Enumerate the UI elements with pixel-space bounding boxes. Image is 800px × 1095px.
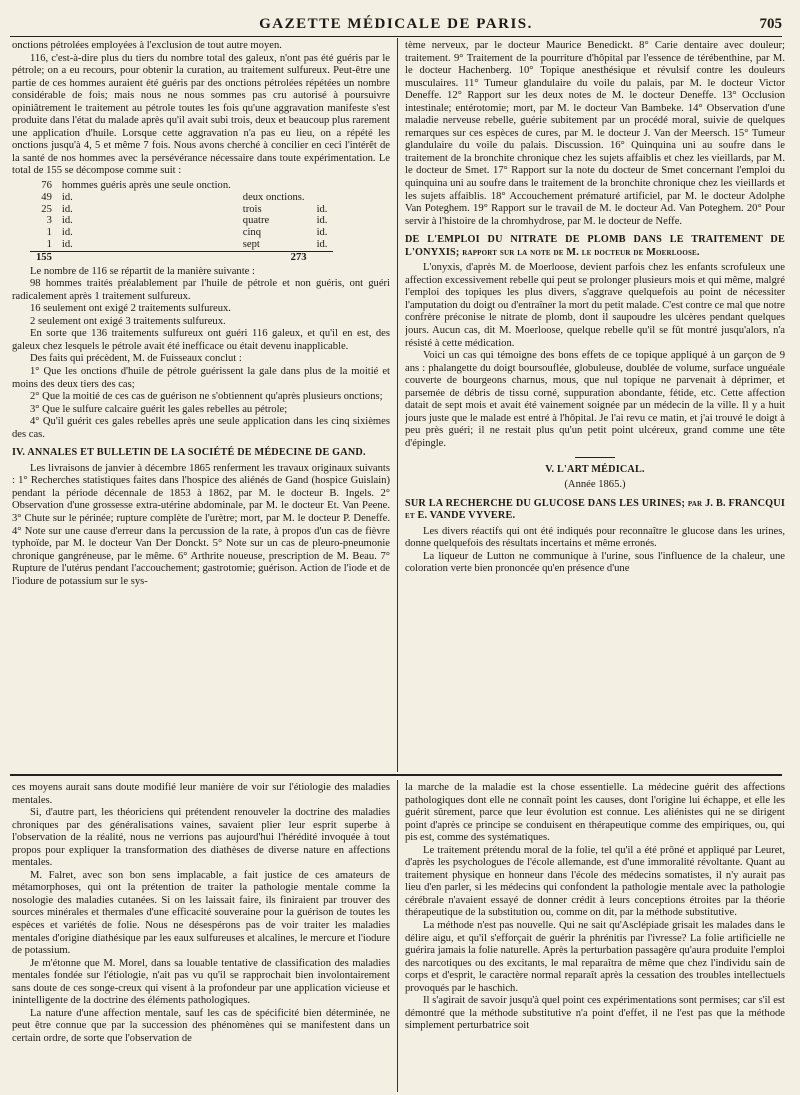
results-table xyxy=(30,180,333,264)
column-divider-top xyxy=(397,38,398,772)
paragraph: En sorte que 136 traitements sulfureux ont guéri 116 galeux, et qu'il en est, des galeux chez lesquels le pétrole avait été inefficace ou était devenu inapplicable. xyxy=(12,328,390,352)
section-divider xyxy=(10,774,782,776)
paragraph: tème nerveux, par le docteur Maurice Benedickt. 8° Carie dentaire avec douleur; traitement. 9° Traitement de la pourriture d'hôpital par l'essence de térébenthine, par M. le docteur Hachenberg. 10° Topique anesthésique et révulsif contre les douleurs musculaires. 11° Tumeur glandulaire du voile du palais, par M. le docteur Victor Deneffe. 12° Rapport sur les deux notes de M. le docteur Deneffe. 13° Occlusion intestinale; entérotomie; mort, par M. le docteur Van Bambeke. 14° Observation d'une maladie nerveuse rebelle, guérie subitement par un procédé moral, suivie de quelques remarques sur ces espèces de cures, par M. le docteur J. Van der Meersch. 15° Tumeur glandulaire du voile du palais. Discussion. 16° Quinquina uni au soufre dans le traitement de la bronchite chronique chez les sujets affaiblis et chez les vieillards, par M. le docteur de Smet. 17° Rapport sur la note du docteur de Smet concernant l'emploi du quinquina uni au soufre dans le traitement de la bronchite chronique chez les vieillards et les sujets affaiblis. 18° Accouchement prématuré artificiel, par M. le docteur Adolphe Van Poteghem. 19° Rapport sur le travail de M. le docteur Ad. Van Poteghem. 20° Pour servir à l'histoire de la chromhydrose, par M. le docteur de Neffe. xyxy=(405,40,785,227)
paragraph: 1° Que les onctions d'huile de pétrole guérissent la gale dans plus de la moitié et moins des deux tiers des cas; xyxy=(12,365,390,390)
paragraph: Je m'étonne que M. Morel, dans sa louable tentative de classification des maladies mentales fondée sur l'étiologie, n'ait pas vu qu'il se rapprochait bien involontairement sans doute de ces songe-creux qui visent à la profondeur par une application vicieuse et inintelligente de la doctrine des éléments pathologiques. xyxy=(12,957,390,1007)
paragraph: onctions pétrolées employées à l'exclusion de tout autre moyen. xyxy=(12,40,282,51)
paragraph: La liqueur de Lutton ne communique à l'urine, sous l'influence de la chaleur, une coloration verte bien prononcée qu'en présence d'une xyxy=(405,550,785,575)
table-row xyxy=(30,192,333,204)
label-cell: hommes guéris après une seule onction. xyxy=(61,180,231,192)
count-cell: 1 xyxy=(46,239,52,250)
table-row xyxy=(30,239,333,251)
column-bottom-right xyxy=(405,782,785,1090)
id-cell: id. xyxy=(316,227,328,239)
paragraph: 2° Que la moitié de ces cas de guérison ne s'obtiennent qu'après plusieurs onctions; xyxy=(30,391,383,403)
count-cell: 3 xyxy=(46,215,52,227)
id-cell: id. xyxy=(316,215,328,227)
paragraph: 3° Que le sulfure calcaire guérit les gales rebelles au pétrole; xyxy=(30,403,288,415)
count-cell: 49 xyxy=(41,191,52,203)
table-total-row xyxy=(30,251,333,263)
label-cell: id. xyxy=(61,227,73,239)
label-cell: id. xyxy=(61,203,73,215)
paragraph: La nature d'une affection mentale, sauf les cas de spécificité bien déterminée, ne peut être connue que par la succession des phénomènes qui se manifestent dans un certain ordre, de sorte que l'observation de xyxy=(12,1007,390,1044)
column-top-right xyxy=(405,40,785,768)
id-cell xyxy=(311,180,334,192)
label-cell: id. xyxy=(61,191,73,203)
paragraph: L'onyxis, d'après M. de Moerloose, devient parfois chez les enfants scrofuleux une affection excessivement rebelle qui peut se prolonger plusieurs mois et qui même, malgré l'emploi des topiques les plus divers, s'aggrave quelquefois au point de nécessiter l'amputation du doigt ou d'entraîner la mort du petit malade. C'est contre ce mal que notre confrère préconise le nitrate de plomb, dont il saupoudre les ulcères pendant quelques jours. Aucun cas, dit M. Moerloose, quelque rebelle qu'il se fût montré jusqu'alors, n'a résisté à cette médication. xyxy=(405,262,785,349)
table-row xyxy=(30,180,333,192)
column-top-left xyxy=(12,40,390,768)
label-cell: id. xyxy=(61,215,73,227)
paragraph: 4° Qu'il guérit ces gales rebelles après une seule application dans les cinq sixièmes des cas. xyxy=(12,416,390,440)
id-cell xyxy=(311,192,334,204)
id-cell: id. xyxy=(316,203,328,215)
journal-title: GAZETTE MÉDICALE DE PARIS. xyxy=(259,16,533,32)
label-cell: id. xyxy=(61,239,73,250)
paragraph: La méthode n'est pas nouvelle. Qui ne sait qu'Asclépiade grisait les malades dans le délire aigu, et qu'il s'efforçait de guérir la phrénitis par l'ivresse? La folie artificielle ne guérira jamais la folie naturelle. Après la perturbation passagère qu'aura produite l'emploi des narcotiques ou des excitants, le mal reparaîtra de même que chez l'individu sain de corps et d'esprit, le caractère normal reparaît après la cessation des troubles intellectuels provoqués par le haschich. xyxy=(405,920,785,994)
section-heading: V. L'ART MÉDICAL. xyxy=(545,463,645,475)
section-subheading: (Année 1865.) xyxy=(564,479,626,491)
paragraph: Voici un cas qui témoigne des bons effets de ce topique appliqué à un garçon de 9 ans : phalangette du doigt boursouflée, globuleuse, doublée de volume, surface unguéale couverte de bourgeons charnus, mous, que nul topique ne parvenait à déprimer, et parsemée de débris de tissu corné, suppuration abondante, fétide, etc. Cette affection datait de sept mois et avait été vainement soignée par un médecin de la ville. Il y a huit jours juste que le malade est entré à l'hôpital. Je l'ai revu ce matin, et j'ai trouvé le doigt à peu près guéri; il ne restait plus qu'un petit point ulcéreux, grand comme une tête d'épingle. xyxy=(405,350,785,449)
count-cell: 25 xyxy=(41,203,52,215)
paragraph: ces moyens aurait sans doute modifié leur manière de voir sur l'étiologie des maladies mentales. xyxy=(12,782,390,806)
paragraph: 116, c'est-à-dire plus du tiers du nombre total des galeux, n'ont pas été guéris par le pétrole; on a eu recours, pour obtenir la curation, au traitement sulfureux. Peut-être une partie de ces hommes auraient été guéris par des onctions pétrolées répétées un nombre considérable de fois; mais nous ne nous sommes pas cru autorisé à poursuivre opiniâtrement le traitement au pétrole toutes les fois qu'une aggravation manifeste s'est produite dans l'état du malade après qu'il avait subi trois, deux et beaucoup plus rarement une application d'huile. Lorsque cette aggravation n'a pas eu lieu, on a répété les onctions jusqu'à 4, 5 et même 7 fois. Nous avons cherché à concilier en ceci l'intérêt de la santé de nos hommes avec la persévérance nécessaire dans toute expérimentation. Le total de 155 se décompose comme suit : xyxy=(12,52,390,177)
paragraph: Des faits qui précèdent, M. de Fuisseaux conclut : xyxy=(30,353,242,365)
count-cell: 76 xyxy=(41,180,52,192)
paragraph: Le traitement prétendu moral de la folie, tel qu'il a été prôné et appliqué par Leuret, d'après les psychologues de l'école allemande, est d'une immoralité révoltante. Quant au traitement physique en honneur dans l'école des médecins somatistes, il n'y aurait pas lieu d'en parler, si les médecins qui confondent la pathologie mentale avec la pathologie cérébrale n'avaient essayé de donner crédit à leurs conceptions étroites par la théorie thérapeutique de la substitution ou, comme on dit, par la méthode substitutive. xyxy=(405,844,785,919)
section-heading: IV. ANNALES ET BULLETIN DE LA SOCIÉTÉ DE MÉDECINE DE GAND. xyxy=(12,447,366,459)
onction-count-cell: sept xyxy=(242,239,260,250)
paragraph: Les divers réactifs qui ont été indiqués pour reconnaître le glucose dans les urines, donne quelquefois des résultats incertains et même erronés. xyxy=(405,525,785,550)
table-row xyxy=(30,227,333,239)
total-right: 273 xyxy=(237,251,311,263)
paragraph: Il s'agirait de savoir jusqu'à quel point ces expérimentations sont permises; car s'il est démontré que la méthode substitutive n'a point d'effet, il ne l'est pas que la méthode simplement perturbatrice soit xyxy=(405,995,785,1032)
column-bottom-left xyxy=(12,782,390,1090)
paragraph: Le nombre de 116 se répartit de la manière suivante : xyxy=(30,265,255,277)
paragraph: 16 seulement ont exigé 2 traitements sulfureux. xyxy=(30,303,231,315)
onction-count-cell xyxy=(237,180,311,192)
paragraph: la marche de la maladie est la chose essentielle. La médecine guérit des affections pathologiques dont elle ne connaît point les causes, dont l'origine lui échappe, et elle les guérit sûrement, parce que leur évolution est connue. Les aliénistes qui ne se dirigent point d'après ce principe se conduisent en thérapeutique comme des empiriques, ou, qui pis est, comme des systématiques. xyxy=(405,782,785,844)
count-cell: 1 xyxy=(46,227,52,239)
table-row xyxy=(30,215,333,227)
column-divider-bottom xyxy=(397,780,398,1092)
onction-count-cell: deux onctions. xyxy=(242,191,305,203)
total-left: 155 xyxy=(30,251,56,263)
paragraph: 98 hommes traités préalablement par l'huile de pétrole et non guéris, ont guéri radicalement après 1 traitement sulfureux. xyxy=(12,278,390,302)
paragraph: Si, d'autre part, les théoriciens qui prétendent renouveler la doctrine des maladies chroniques par des généralisations vaines, savaient plier leur esprit superbe à l'observation de la réalité, nous ne verrions pas aujourd'hui l'hérédité invoquée à tout propos pour expliquer la transformation des diathèses de diverse nature en affections mentales. xyxy=(12,807,390,869)
page-header xyxy=(10,14,782,37)
onction-count-cell: trois xyxy=(242,203,262,215)
paragraph: 2 seulement ont exigé 3 traitements sulfureux. xyxy=(30,315,226,327)
id-cell: id. xyxy=(316,239,328,250)
page-number: 705 xyxy=(759,16,782,32)
article-title: SUR LA RECHERCHE DU GLUCOSE DANS LES URINES; par J. B. FRANCQUI et E. VANDE VYVERE. xyxy=(405,497,785,522)
table-row xyxy=(30,204,333,216)
onction-count-cell: quatre xyxy=(242,215,270,227)
paragraph: Les livraisons de janvier à décembre 1865 renferment les travaux originaux suivants : 1° Recherches statistiques faites dans l'hospice des aliénés de Gand (hospice Guislain) pendant la période décennale de 1853 à 1862, par M. le docteur B. Ingels. 2° Observation d'une grossesse extra-utérine abdominale, par M. le docteur Et. Van Peene. 3° Chute sur le périnée; rupture complète de l'urètre; mort, par M. le docteur P. Deneffe. 4° Note sur une cause d'erreur dans la percussion de la rate, à propos d'un cas de fièvre typhoïde, par M. le docteur Van Der Donckt. 5° Note sur un cas de pleuro-pneumonie chronique gangréneuse, par le même. 6° Arthrite noueuse, prescription de M. Beau. 7° Rupture de l'utérus pendant l'accouchement; gastrotomie; guérison. Action de l'iode et de l'iodure de potassium sur le sys- xyxy=(12,462,390,587)
paragraph: M. Falret, avec son bon sens implacable, a fait justice de ces amateurs de métamorphoses, qui ont la prétention de traiter la pathologie mentale comme la nosologie des maladies cutanées. Si on les laissait faire, ils finiraient par trouver des sources minérales et thermales d'une efficacité souveraine pour la guérison de toutes les espèces et variétés de folie. Nous ne désespérons pas de voir traiter les maladies mentales d'origine diathésique par les eaux sulfureuses et alcalines, le mercure et l'iodure de potassium. xyxy=(12,869,390,957)
section-heading: DE L'EMPLOI DU NITRATE DE PLOMB DANS LE TRAITEMENT DE L'ONYXIS; rapport sur la note de M. le docteur de Moerloose. xyxy=(405,234,785,258)
onction-count-cell: cinq xyxy=(242,227,262,239)
divider xyxy=(575,457,615,458)
